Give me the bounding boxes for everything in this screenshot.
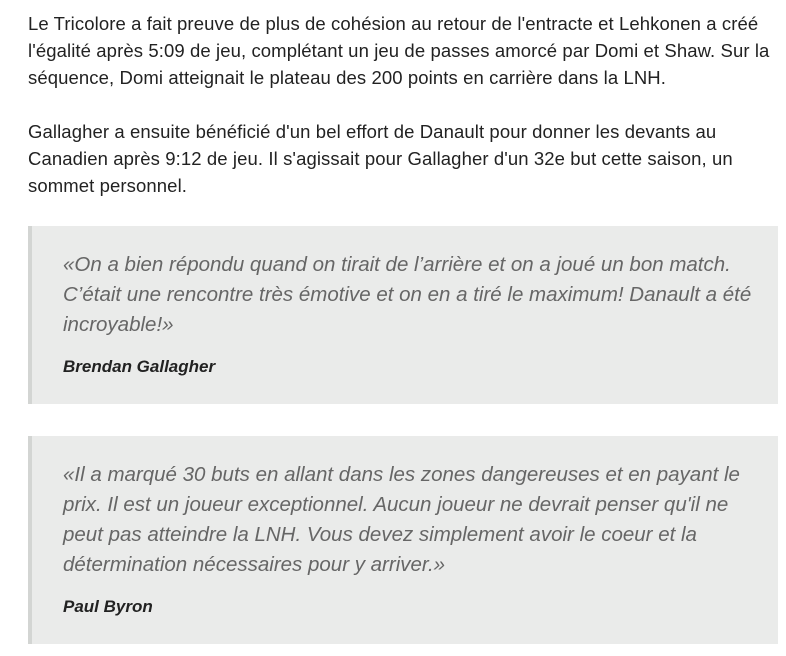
pull-quote [28,226,778,404]
quote-author: Brendan Gallagher [63,357,216,376]
quote-author: Paul Byron [63,597,153,616]
article-paragraph: Le Tricolore a fait preuve de plus de cohésion au retour de l'entracte et Lehkonen a créé l'égalité après 5:09 de jeu, complétant un jeu de passes amorcé par Domi et Shaw. Sur la séquence, Domi atteignait le plateau des 200 points en carrière dans la LNH. [28,13,770,88]
article-paragraph: Gallagher a ensuite bénéficié d'un bel effort de Danault pour donner les devants au Canadien après 9:12 de jeu. Il s'agissait pour Gallagher d'un 32e but cette saison, un sommet personnel. [28,121,733,196]
quote-text: «On a bien répondu quand on tirait de l’arrière et on a joué un bon match. C’était une rencontre très émotive et on en a tiré le maximum! Danault a été incroyable!» [63,253,752,336]
pull-quote [28,436,778,644]
quote-text: «Il a marqué 30 buts en allant dans les zones dangereuses et en payant le prix. Il est un joueur exceptionnel. Aucun joueur ne devrait penser qu'il ne peut pas atteindre la LNH. Vous devez simplement avoir le coeur et la détermination nécessaires pour y arriver.» [63,463,740,576]
